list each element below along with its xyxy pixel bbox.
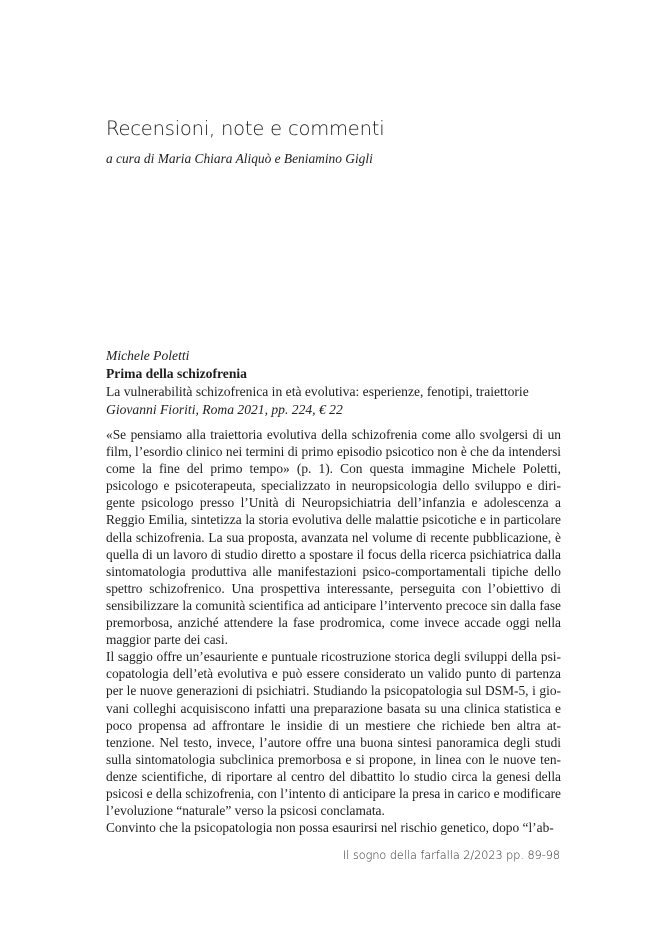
review-body [106,426,561,836]
body-paragraph: Il saggio offre un’esauriente e puntuale ricostruzione storica degli sviluppi della psicopatologia dell’età evolutiva e può essere considerato un valido punto di partenza per le nuove generazioni di psichiatri. Studiando la psicopatologia sul DSM-5, i giovani colleghi acquisiscono infatti una preparazione basata su una clinica statistica e poco propensa ad affrontare le insidie di un mestiere che richiede ben altra attenzione. Nel testo, invece, l’autore offre una buona sintesi panoramica degli studi sulla sintomatologia subclinica premorbosa e si propone, in linea con le nuove tendenze scientifiche, di riportare al centro del dibattito lo studio circa la genesi della psicosi e della schizofrenia, con l’intento di anticipare la presa in carico e modificare l’evoluzione “naturale” verso la psicosi conclamata. [106,649,561,819]
review-header [106,347,566,419]
review-publication-info: Giovanni Fioriti, Roma 2021, pp. 224, € 22 [106,402,343,417]
body-paragraph: Convinto che la psicopatologia non possa esaurirsi nel rischio genetico, dopo “l’ab- [106,820,554,836]
review-author: Michele Poletti [106,348,190,363]
section-editors: a cura di Maria Chiara Aliquò e Beniamino Gigli [106,151,373,166]
review-book-title: Prima della schizofrenia [106,366,247,381]
body-paragraph: «Se pensiamo alla traiettoria evolutiva della schizofrenia come allo svolgersi di un film, l’esordio clinico nei termini di primo episodio psicotico non è che da intendersi come la fine del primo tempo» (p. 1). Con questa immagine Michele Poletti, psicologo e psicoterapeuta, specializzato in neuropsicologia dello sviluppo e dirigente psicologo presso l’Unità di Neuropsichiatria dell’infanzia e adolescenza a Reggio Emilia, sintetizza la storia evolutiva delle malattie psicotiche e in particolare della schizofrenia. La sua proposta, avanzata nel volume di recente pubblicazione, è quella di un lavoro di studio diretto a spostare il focus della ricerca psichiatrica dalla sintomatologia produttiva alle manifestazioni psico-comportamentali tipiche dello spettro schizofrenico. Una prospettiva interessante, perseguita con l’obiettivo di sensibilizzare la comunità scientifica ad anticipare l’intervento precoce sin dalla fase premorbosa, anziché attendere la fase prodromica, come invece accade oggi nella maggior parte dei casi. [106,427,561,648]
section-title: Recensioni, note e commenti [106,117,385,140]
page-footer-citation: Il sogno della farfalla 2/2023 pp. 89-98 [342,849,560,862]
review-book-subtitle: La vulnerabilità schizofrenica in età evolutiva: esperienze, fenotipi, traiettorie [106,384,529,399]
